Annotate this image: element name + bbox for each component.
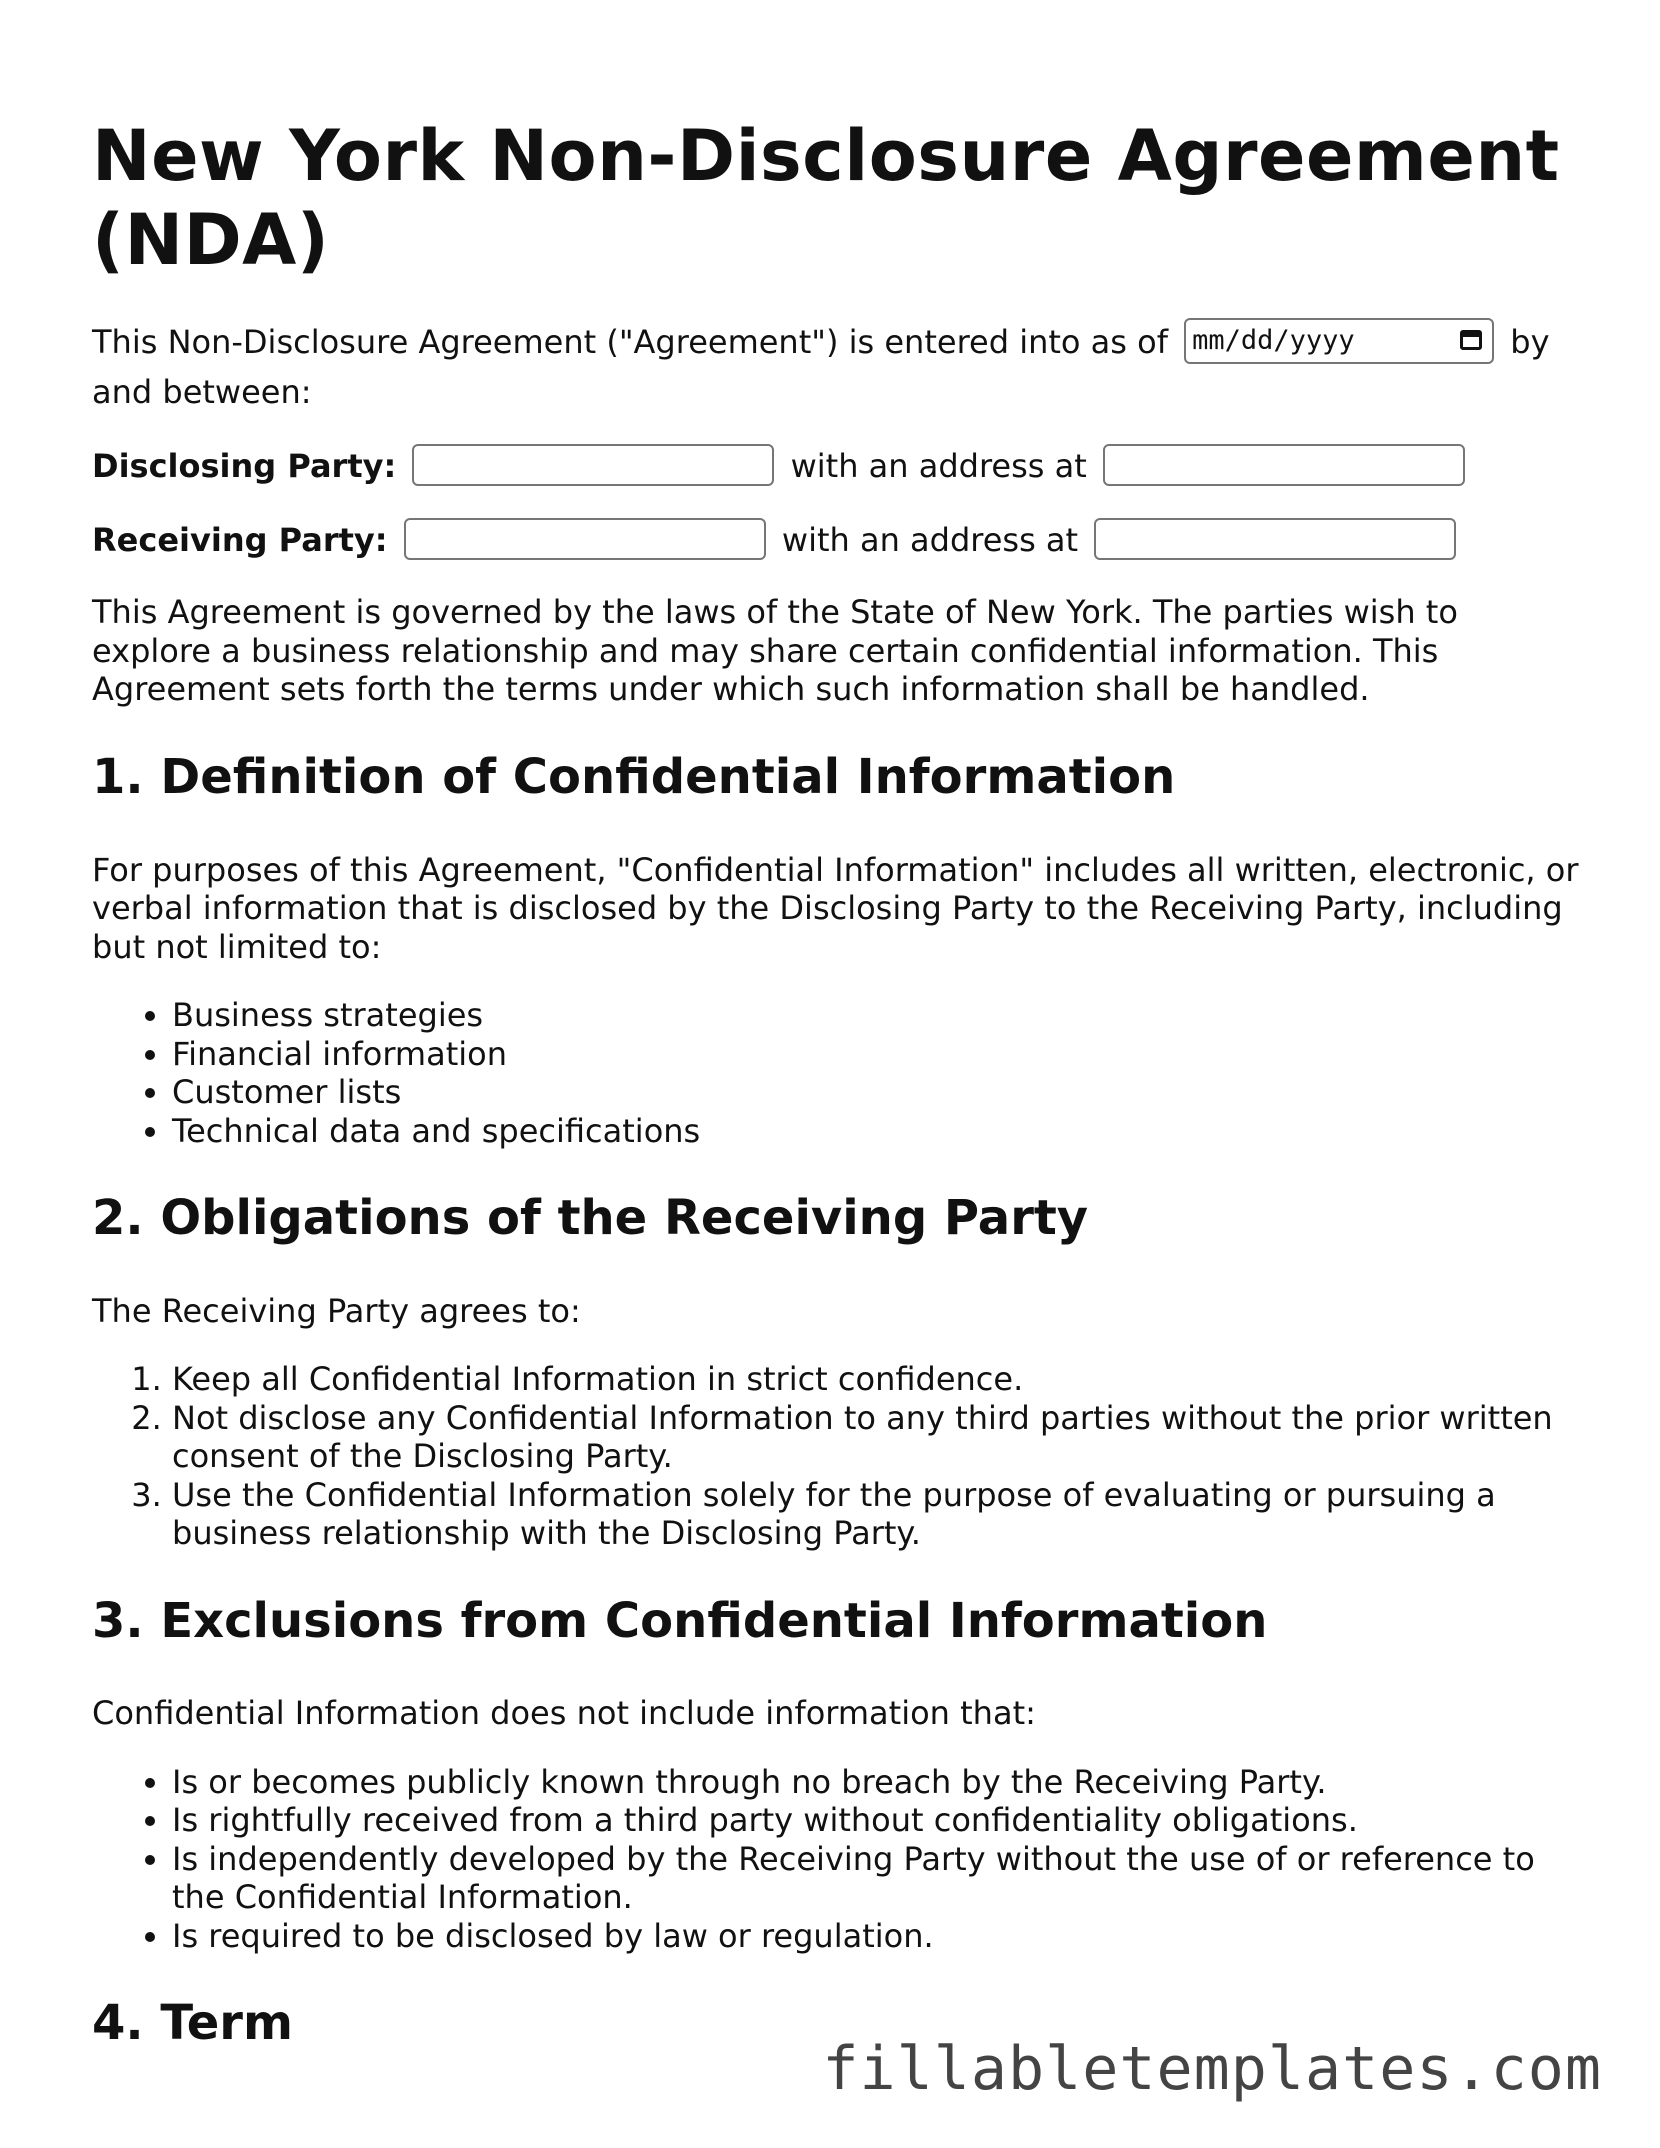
governing-law-paragraph: This Agreement is governed by the laws of the State of New York. The parties wish to explore a business relationship and may share certain confidential information. This Agreement sets forth the terms under which such information shall be handled. <box>92 593 1458 709</box>
intro-paragraph <box>92 318 1582 415</box>
list-item: • Customer lists <box>172 1073 1582 1112</box>
document-title: New York Non-Disclosure Agreement (NDA) <box>92 115 1560 281</box>
list-item: • Technical data and specifications <box>172 1112 1582 1151</box>
intro-text-end: by and between: <box>92 323 1550 411</box>
section-text: Confidential Information does not include information that: <box>92 1694 1036 1733</box>
receiving-address-label: with an address at <box>781 521 1079 560</box>
receiving-party-row <box>92 517 1582 563</box>
receiving-party-address-input[interactable] <box>1094 518 1456 560</box>
disclosing-party-row <box>92 443 1582 489</box>
disclosing-party-name-input[interactable] <box>412 444 774 486</box>
section-heading: 2. Obligations of the Receiving Party <box>92 1190 1089 1247</box>
section-heading: 4. Term <box>92 1995 293 2052</box>
disclosing-party-label: Disclosing Party: <box>92 447 397 486</box>
section-text: The Receiving Party agrees to: <box>92 1291 581 1330</box>
list-item: • Is rightfully received from a third party without confidentiality obligations. <box>172 1801 1582 1840</box>
section-heading: 3. Exclusions from Confidential Information <box>92 1592 1268 1649</box>
list-item: 2. Not disclose any Confidential Information to any third parties without the prior written consent of the Disclosing Party. <box>172 1399 1582 1476</box>
section-text: For purposes of this Agreement, "Confidential Information" includes all written, electronic, or verbal information that is disclosed by the Disclosing Party to the Receiving Party, including but not limited to: <box>92 850 1579 966</box>
watermark-text: fillabletemplates.com <box>822 2034 1602 2104</box>
list-item: • Is independently developed by the Receiving Party without the use of or reference to the Confidential Information. <box>172 1840 1582 1917</box>
agreement-date-input[interactable] <box>1184 318 1494 364</box>
calendar-icon[interactable] <box>1460 330 1482 350</box>
exclusions-list <box>92 1763 1582 1956</box>
list-item: 1. Keep all Confidential Information in strict confidence. <box>172 1360 1582 1399</box>
obligations-list <box>92 1360 1582 1553</box>
document-page <box>92 114 1582 2053</box>
disclosing-party-address-input[interactable] <box>1103 444 1465 486</box>
receiving-party-label: Receiving Party: <box>92 521 388 560</box>
receiving-party-name-input[interactable] <box>404 518 766 560</box>
confidential-info-list <box>92 996 1582 1150</box>
disclosing-address-label: with an address at <box>790 447 1087 486</box>
list-item: • Is required to be disclosed by law or regulation. <box>172 1917 1582 1956</box>
list-item: • Is or becomes publicly known through no breach by the Receiving Party. <box>172 1763 1582 1802</box>
list-item: 3. Use the Confidential Information solely for the purpose of evaluating or pursuing a business relationship with the Disclosing Party. <box>172 1476 1582 1553</box>
list-item: • Financial information <box>172 1035 1582 1074</box>
date-placeholder: mm/dd/yyyy <box>1192 325 1355 356</box>
section-heading: 1. Definition of Confidential Information <box>92 748 1176 805</box>
intro-text: This Non-Disclosure Agreement ("Agreement") is entered into as of <box>92 323 1168 361</box>
list-item: • Business strategies <box>172 996 1582 1035</box>
